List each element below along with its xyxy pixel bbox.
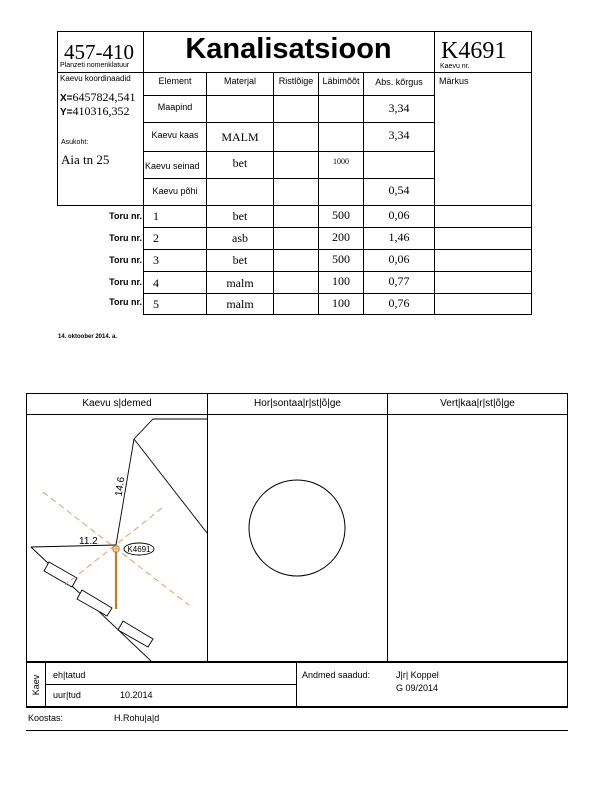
col-element: Element [158, 76, 192, 86]
well-number-label: Kaevu nr. [440, 63, 470, 70]
horizontal-section-drawing [208, 415, 387, 661]
pipe-label: Toru nr. [109, 255, 142, 265]
pipe-diameter: 100 [332, 274, 350, 288]
element-level: 0,54 [388, 183, 410, 197]
coordinate-y [60, 102, 130, 120]
dimension-label: 11.2 [79, 536, 98, 547]
pipe-number: 3 [153, 253, 159, 267]
pipe-material: asb [232, 231, 248, 245]
pipe-label: Toru nr. [109, 297, 142, 307]
connections-sketch [27, 415, 207, 661]
footer-side-label: Kaev [31, 674, 41, 696]
pipe-number: 4 [153, 276, 159, 290]
data-by-label: Andmed saadud: [302, 670, 371, 680]
pipe-diameter: 500 [332, 252, 350, 266]
col-diameter: Läbimõõt [322, 76, 360, 86]
pipe-material: malm [226, 276, 254, 290]
well-number: K4691 [441, 38, 507, 64]
pipe-label: Toru nr. [109, 277, 142, 287]
element-name: Kaevu põhi [152, 186, 198, 196]
measured-label: uur|tud [53, 690, 81, 700]
data-by-name: J|r| Koppel [396, 670, 439, 680]
element-level: 3,34 [388, 101, 410, 115]
element-name: Kaevu kaas [151, 130, 199, 140]
page-title: Kanalisatsioon [185, 33, 392, 65]
panel-title-vertical: Vert|kaa|r|st|õ|ge [440, 398, 515, 409]
coordinate-x-value: 6457824,541 [72, 90, 136, 104]
element-material: bet [232, 156, 248, 170]
pipe-label: Toru nr. [109, 233, 142, 243]
location-label: Asukoht: [61, 139, 89, 146]
pipe-level: 1,46 [388, 230, 410, 244]
well-tag: K4691 [127, 545, 151, 554]
data-by-code: G 09/2014 [396, 683, 439, 693]
coordinate-y-value: 410316,352 [72, 104, 130, 118]
composed-label: Koostas: [28, 713, 64, 723]
pipe-number: 1 [153, 209, 159, 223]
nomenclature-label: Planzeti nomenklatuur [60, 62, 130, 69]
element-level: 3,34 [388, 128, 410, 142]
pipe-level: 0,06 [388, 208, 410, 222]
nomenclature-number: 457-410 [64, 40, 134, 64]
pipe-material: bet [232, 209, 248, 223]
pipe-level: 0,76 [388, 296, 410, 310]
pipe-material: bet [232, 253, 248, 267]
panel-title-connections: Kaevu s|demed [82, 398, 152, 409]
col-cross-section: Ristlõige [278, 76, 314, 86]
pipe-number: 5 [153, 297, 159, 311]
element-material: MALM [221, 130, 259, 144]
coordinate-x-label: X= [60, 93, 73, 104]
pipe-diameter: 200 [332, 230, 350, 244]
pipe-diameter: 500 [332, 208, 350, 222]
location-value: Aia tn 25 [61, 152, 110, 167]
col-material: Materjal [223, 76, 256, 86]
pipe-number: 2 [153, 231, 159, 245]
pipe-level: 0,06 [388, 252, 410, 266]
pipe-level: 0,77 [388, 274, 410, 288]
coordinates-label: Kaevu koordinaadid [60, 74, 131, 83]
pipe-diameter: 100 [332, 296, 350, 310]
element-name: Kaevu seinad [145, 161, 200, 171]
pipe-material: malm [226, 297, 254, 311]
measured-date: 10.2014 [120, 690, 153, 700]
col-remarks: Märkus [439, 76, 469, 86]
composed-name: H.Rohu|a|d [114, 713, 160, 723]
dimension-label: 14.6 [113, 476, 128, 498]
made-label: eh|tatud [53, 670, 86, 680]
element-name: Maapind [157, 102, 193, 112]
document-date: 14. oktoober 2014. a. [58, 334, 118, 340]
pipe-label: Toru nr. [109, 211, 142, 221]
element-diameter: 1000 [333, 157, 349, 166]
panel-title-horizontal: Hor|sontaa|r|st|õ|ge [254, 398, 341, 409]
col-abs-level: Abs. kõrgus [375, 77, 423, 87]
coordinate-y-label: Y= [60, 107, 73, 118]
